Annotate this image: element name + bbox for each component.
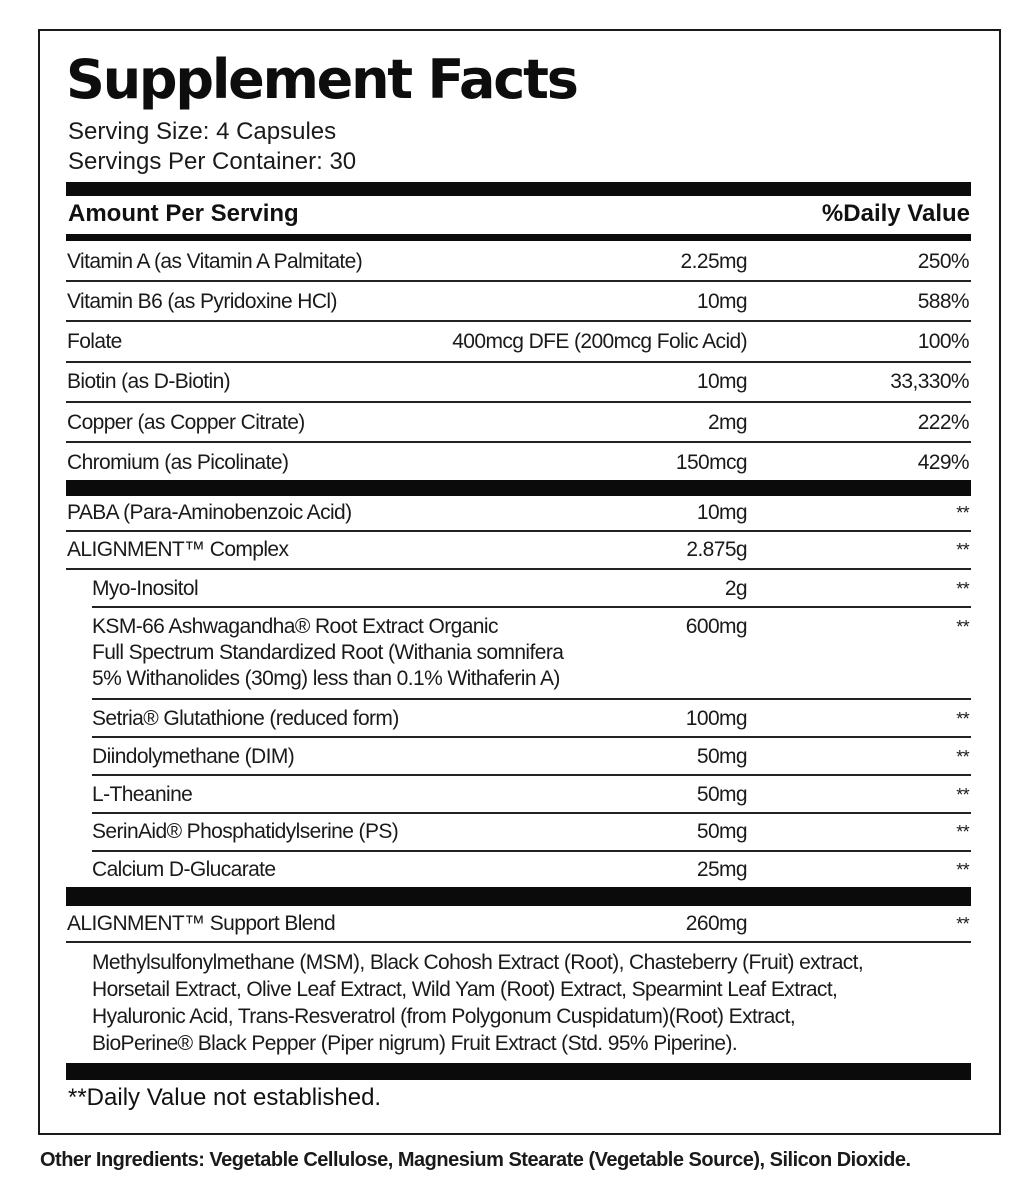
row-divider	[66, 320, 971, 322]
row-divider	[92, 698, 971, 700]
ingredient-name: KSM-66 Ashwagandha® Root Extract Organic Full Spectrum Standardized Root (Withania somnifera 5% Withanolides (30mg) less than 0.1% Withaferin A)	[92, 615, 564, 690]
ingredient-name: Myo-Inositol	[92, 577, 199, 600]
nutrient-amount: 2.25mg	[680, 250, 747, 273]
ingredient-daily-value: **	[956, 617, 969, 637]
divider-medium	[66, 234, 971, 241]
ingredient-amount: 50mg	[696, 783, 747, 806]
nutrient-name: Vitamin A (as Vitamin A Palmitate)	[67, 250, 363, 273]
row-divider	[92, 850, 971, 852]
blend-daily-value: **	[956, 914, 969, 934]
daily-value-header: %Daily Value	[821, 200, 970, 227]
row-divider	[66, 568, 971, 570]
row-divider	[66, 441, 971, 443]
ingredient-name: Diindolymethane (DIM)	[92, 745, 295, 768]
ingredient-name: SerinAid® Phosphatidylserine (PS)	[92, 820, 399, 843]
footnote: **Daily Value not established.	[68, 1084, 382, 1111]
other-ingredients: Other Ingredients: Vegetable Cellulose, Magnesium Stearate (Vegetable Source), Silicon Dioxide.	[40, 1149, 911, 1171]
nutrient-name: Biotin (as D-Biotin)	[67, 370, 231, 393]
ingredient-daily-value: **	[956, 503, 969, 523]
nutrient-daily-value: 33,330%	[890, 370, 969, 393]
blend-amount: 260mg	[685, 912, 747, 935]
ingredient-name: ALIGNMENT™ Complex	[67, 538, 289, 561]
ingredient-name: PABA (Para-Aminobenzoic Acid)	[67, 501, 352, 524]
row-divider	[92, 774, 971, 776]
nutrient-daily-value: 222%	[917, 411, 969, 434]
ingredient-daily-value: **	[956, 822, 969, 842]
ingredient-row	[66, 614, 971, 698]
nutrient-name: Chromium (as Picolinate)	[67, 451, 289, 474]
serving-size: Serving Size: 4 Capsules	[68, 118, 337, 145]
ingredient-daily-value: **	[956, 540, 969, 560]
nutrient-amount: 400mcg DFE (200mcg Folic Acid)	[452, 330, 747, 353]
divider-thick	[66, 480, 971, 496]
row-divider	[66, 361, 971, 363]
ingredient-name: L-Theanine	[92, 783, 193, 806]
row-divider	[92, 812, 971, 814]
servings-per-container: Servings Per Container: 30	[68, 148, 357, 175]
ingredient-daily-value: **	[956, 785, 969, 805]
row-divider	[66, 530, 971, 532]
nutrient-name: Vitamin B6 (as Pyridoxine HCl)	[67, 290, 337, 313]
ingredient-daily-value: **	[956, 860, 969, 880]
ingredient-amount: 100mg	[685, 707, 747, 730]
nutrient-daily-value: 588%	[917, 290, 969, 313]
ingredient-amount: 2g	[724, 577, 747, 600]
ingredient-amount: 50mg	[696, 745, 747, 768]
ingredient-amount: 25mg	[696, 858, 747, 881]
nutrient-amount: 150mcg	[675, 451, 747, 474]
nutrient-daily-value: 429%	[917, 451, 969, 474]
nutrient-daily-value: 100%	[917, 330, 969, 353]
ingredient-name: Calcium D-Glucarate	[92, 858, 276, 881]
blend-ingredients: Methylsulfonylmethane (MSM), Black Cohosh Extract (Root), Chasteberry (Fruit) extract, Horsetail Extract, Olive Leaf Extract, Wild Yam (Root) Extract, Spearmint Leaf Extract, Hyaluronic Acid, Trans-Resveratrol (from Polygonum Cuspidatum)(Root) Extract, BioPerine® Black Pepper (Piper nigrum) Fruit Extract (Std. 95% Piperine).	[92, 951, 864, 1055]
row-divider	[92, 606, 971, 608]
ingredient-amount: 10mg	[696, 501, 747, 524]
nutrient-amount: 2mg	[707, 411, 747, 434]
amount-per-serving-header: Amount Per Serving	[68, 200, 299, 227]
ingredient-daily-value: **	[956, 579, 969, 599]
ingredient-name: Setria® Glutathione (reduced form)	[92, 707, 399, 730]
nutrient-daily-value: 250%	[917, 250, 969, 273]
ingredient-amount: 2.875g	[686, 538, 747, 561]
row-divider	[66, 401, 971, 403]
nutrient-amount: 10mg	[696, 370, 747, 393]
row-divider	[66, 941, 971, 943]
ingredient-amount: 50mg	[696, 820, 747, 843]
ingredient-amount: 600mg	[685, 615, 747, 638]
divider-thick	[66, 1063, 971, 1080]
ingredient-daily-value: **	[956, 709, 969, 729]
nutrient-amount: 10mg	[696, 290, 747, 313]
ingredient-daily-value: **	[956, 747, 969, 767]
nutrient-name: Copper (as Copper Citrate)	[67, 411, 305, 434]
panel-title: Supplement Facts	[66, 48, 577, 111]
divider-thick	[66, 887, 971, 906]
row-divider	[66, 280, 971, 282]
nutrient-name: Folate	[67, 330, 122, 353]
blend-name: ALIGNMENT™ Support Blend	[67, 912, 336, 935]
row-divider	[92, 736, 971, 738]
divider-thick	[66, 182, 971, 196]
